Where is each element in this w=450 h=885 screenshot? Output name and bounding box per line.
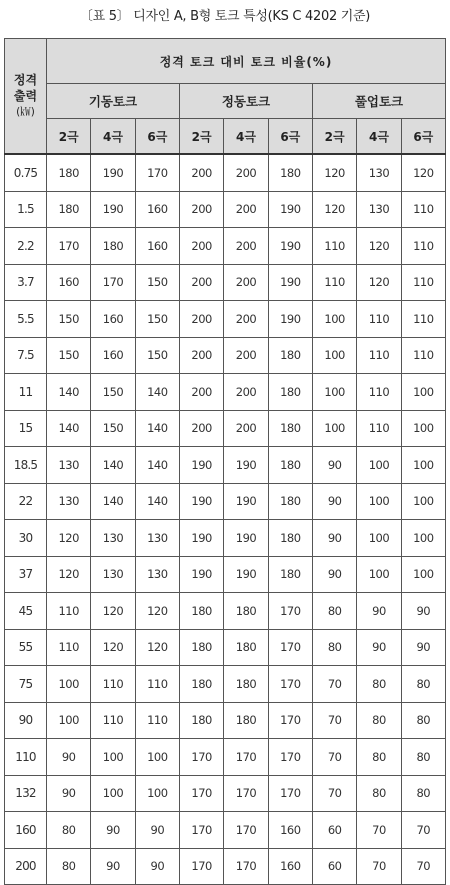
torque-value-cell: 200 [179,154,223,191]
torque-value-cell: 170 [224,739,268,776]
torque-value-cell: 200 [179,264,223,301]
torque-value-cell: 80 [401,775,445,812]
torque-value-cell: 110 [401,337,445,374]
torque-value-cell: 100 [47,666,91,703]
torque-value-cell: 200 [179,301,223,338]
table-row [5,447,446,484]
table-row [5,556,446,593]
torque-value-cell: 120 [357,228,401,265]
torque-value-cell: 120 [312,191,356,228]
torque-value-cell: 100 [357,556,401,593]
torque-value-cell: 110 [91,666,135,703]
torque-value-cell: 140 [47,410,91,447]
table-row [5,154,446,191]
torque-value-cell: 100 [357,483,401,520]
torque-value-cell: 170 [179,812,223,849]
torque-value-cell: 100 [401,410,445,447]
torque-value-cell: 60 [312,848,356,885]
torque-value-cell: 120 [135,629,179,666]
rated-output-cell: 11 [5,374,47,411]
torque-value-cell: 200 [224,264,268,301]
rated-output-cell: 90 [5,702,47,739]
torque-value-cell: 100 [312,410,356,447]
torque-value-cell: 140 [135,447,179,484]
torque-value-cell: 80 [401,702,445,739]
torque-value-cell: 100 [135,775,179,812]
torque-value-cell: 120 [91,593,135,630]
torque-value-cell: 70 [312,739,356,776]
torque-value-cell: 150 [47,301,91,338]
torque-value-cell: 190 [268,264,312,301]
torque-value-cell: 90 [47,739,91,776]
table-row [5,264,446,301]
table-row [5,812,446,849]
torque-value-cell: 130 [135,520,179,557]
rated-output-header [5,39,47,155]
torque-value-cell: 120 [47,520,91,557]
torque-value-cell: 180 [179,702,223,739]
torque-value-cell: 160 [91,337,135,374]
torque-value-cell: 90 [357,593,401,630]
pole-header: 6극 [268,119,312,155]
torque-value-cell: 80 [357,739,401,776]
torque-value-cell: 190 [91,154,135,191]
rated-output-cell: 18.5 [5,447,47,484]
torque-value-cell: 200 [179,374,223,411]
torque-value-cell: 110 [357,301,401,338]
table-row [5,483,446,520]
torque-value-cell: 170 [91,264,135,301]
torque-value-cell: 160 [47,264,91,301]
torque-value-cell: 140 [135,410,179,447]
group-header-breakdown-torque: 정동토크 [179,84,312,119]
torque-value-cell: 90 [312,556,356,593]
torque-value-cell: 120 [312,154,356,191]
group-header-pullup-torque: 풀업토크 [312,84,445,119]
torque-value-cell: 180 [224,702,268,739]
torque-value-cell: 100 [312,301,356,338]
torque-value-cell: 140 [135,483,179,520]
torque-value-cell: 200 [179,228,223,265]
torque-value-cell: 110 [312,264,356,301]
pole-header: 6극 [401,119,445,155]
torque-value-cell: 90 [91,848,135,885]
torque-value-cell: 80 [401,666,445,703]
torque-value-cell: 100 [91,775,135,812]
torque-value-cell: 190 [179,556,223,593]
table-row [5,702,446,739]
torque-value-cell: 180 [179,593,223,630]
torque-value-cell: 130 [135,556,179,593]
table-row [5,848,446,885]
torque-value-cell: 100 [401,447,445,484]
torque-value-cell: 100 [401,374,445,411]
rated-output-cell: 15 [5,410,47,447]
torque-value-cell: 180 [179,666,223,703]
rated-output-cell: 2.2 [5,228,47,265]
torque-value-cell: 110 [91,702,135,739]
pole-header: 2극 [47,119,91,155]
torque-value-cell: 120 [47,556,91,593]
torque-value-cell: 90 [401,629,445,666]
torque-value-cell: 110 [135,702,179,739]
torque-value-cell: 180 [224,629,268,666]
torque-value-cell: 180 [268,556,312,593]
torque-value-cell: 170 [179,739,223,776]
torque-value-cell: 100 [401,483,445,520]
torque-value-cell: 100 [401,520,445,557]
torque-value-cell: 90 [312,447,356,484]
rated-output-cell: 3.7 [5,264,47,301]
torque-value-cell: 80 [357,775,401,812]
torque-value-cell: 200 [224,374,268,411]
torque-value-cell: 110 [47,593,91,630]
torque-value-cell: 170 [268,593,312,630]
torque-ratio-header: 정격 토크 대비 토크 비율(%) [47,39,446,84]
torque-value-cell: 90 [312,520,356,557]
rated-output-cell: 0.75 [5,154,47,191]
table-row [5,191,446,228]
torque-value-cell: 110 [401,301,445,338]
table-row [5,520,446,557]
torque-value-cell: 110 [357,337,401,374]
torque-value-cell: 190 [224,483,268,520]
torque-value-cell: 120 [357,264,401,301]
torque-value-cell: 180 [268,374,312,411]
rated-output-cell: 160 [5,812,47,849]
torque-value-cell: 130 [47,483,91,520]
torque-value-cell: 70 [312,775,356,812]
torque-value-cell: 70 [312,666,356,703]
torque-value-cell: 90 [47,775,91,812]
table-row [5,629,446,666]
torque-value-cell: 100 [135,739,179,776]
torque-value-cell: 110 [401,264,445,301]
torque-value-cell: 190 [224,447,268,484]
torque-value-cell: 180 [91,228,135,265]
pole-header: 4극 [91,119,135,155]
torque-value-cell: 180 [47,154,91,191]
torque-value-cell: 120 [91,629,135,666]
torque-value-cell: 80 [312,629,356,666]
rated-output-cell: 1.5 [5,191,47,228]
torque-value-cell: 190 [179,520,223,557]
torque-value-cell: 180 [268,447,312,484]
table-row [5,301,446,338]
torque-value-cell: 180 [268,154,312,191]
torque-value-cell: 140 [47,374,91,411]
table-row [5,666,446,703]
torque-value-cell: 120 [135,593,179,630]
torque-value-cell: 140 [91,483,135,520]
pole-header: 4극 [357,119,401,155]
torque-value-cell: 80 [312,593,356,630]
torque-value-cell: 170 [224,775,268,812]
torque-value-cell: 130 [91,520,135,557]
rated-output-cell: 200 [5,848,47,885]
torque-value-cell: 90 [135,812,179,849]
torque-value-cell: 110 [357,410,401,447]
table-row [5,593,446,630]
torque-value-cell: 180 [268,520,312,557]
rated-output-cell: 7.5 [5,337,47,374]
torque-value-cell: 70 [357,848,401,885]
torque-value-cell: 150 [135,337,179,374]
torque-value-cell: 170 [179,848,223,885]
rated-output-cell: 37 [5,556,47,593]
torque-value-cell: 100 [357,520,401,557]
torque-value-cell: 150 [91,410,135,447]
torque-value-cell: 100 [401,556,445,593]
table-row [5,775,446,812]
torque-value-cell: 140 [91,447,135,484]
torque-value-cell: 60 [312,812,356,849]
pole-header: 6극 [135,119,179,155]
torque-value-cell: 200 [224,410,268,447]
rated-output-cell: 110 [5,739,47,776]
torque-value-cell: 110 [312,228,356,265]
torque-value-cell: 190 [224,556,268,593]
torque-value-cell: 100 [47,702,91,739]
torque-value-cell: 140 [135,374,179,411]
torque-value-cell: 180 [268,483,312,520]
pole-header: 2극 [179,119,223,155]
torque-value-cell: 190 [224,520,268,557]
group-header-starting-torque: 기동토크 [47,84,180,119]
torque-value-cell: 80 [47,812,91,849]
torque-value-cell: 80 [401,739,445,776]
torque-value-cell: 170 [224,848,268,885]
torque-value-cell: 70 [357,812,401,849]
rated-output-cell: 45 [5,593,47,630]
torque-value-cell: 190 [179,483,223,520]
torque-value-cell: 190 [268,301,312,338]
torque-value-cell: 180 [47,191,91,228]
table-row [5,374,446,411]
torque-value-cell: 170 [135,154,179,191]
torque-value-cell: 150 [135,301,179,338]
torque-characteristics-table [4,38,446,885]
torque-value-cell: 170 [268,775,312,812]
torque-value-cell: 90 [135,848,179,885]
torque-value-cell: 70 [312,702,356,739]
torque-value-cell: 90 [312,483,356,520]
torque-value-cell: 160 [268,848,312,885]
torque-value-cell: 70 [401,812,445,849]
corner-line2: 출력 [13,89,38,103]
torque-value-cell: 150 [47,337,91,374]
torque-value-cell: 200 [224,154,268,191]
torque-value-cell: 90 [401,593,445,630]
torque-value-cell: 190 [179,447,223,484]
torque-value-cell: 110 [47,629,91,666]
torque-value-cell: 100 [357,447,401,484]
pole-header: 2극 [312,119,356,155]
torque-value-cell: 120 [401,154,445,191]
rated-output-cell: 30 [5,520,47,557]
torque-value-cell: 130 [47,447,91,484]
torque-value-cell: 180 [179,629,223,666]
torque-value-cell: 180 [268,337,312,374]
table-row [5,228,446,265]
torque-value-cell: 170 [224,812,268,849]
torque-value-cell: 130 [91,556,135,593]
rated-output-cell: 5.5 [5,301,47,338]
table-row [5,337,446,374]
torque-value-cell: 150 [91,374,135,411]
torque-value-cell: 160 [91,301,135,338]
torque-value-cell: 160 [135,191,179,228]
torque-value-cell: 150 [135,264,179,301]
torque-value-cell: 110 [135,666,179,703]
torque-value-cell: 100 [312,374,356,411]
torque-value-cell: 170 [179,775,223,812]
torque-value-cell: 110 [401,228,445,265]
torque-value-cell: 170 [47,228,91,265]
torque-value-cell: 200 [179,410,223,447]
torque-value-cell: 190 [268,191,312,228]
torque-value-cell: 170 [268,739,312,776]
table-title: 〔표 5〕 디자인 A, B형 토크 특성(KS C 4202 기준) [79,9,371,24]
torque-value-cell: 110 [401,191,445,228]
torque-value-cell: 110 [357,374,401,411]
torque-value-cell: 200 [179,337,223,374]
pole-header: 4극 [224,119,268,155]
torque-value-cell: 200 [224,191,268,228]
torque-value-cell: 170 [268,702,312,739]
torque-value-cell: 190 [268,228,312,265]
torque-value-cell: 180 [224,666,268,703]
table-row [5,739,446,776]
torque-value-cell: 170 [268,629,312,666]
torque-value-cell: 80 [357,666,401,703]
torque-value-cell: 160 [135,228,179,265]
rated-output-cell: 75 [5,666,47,703]
torque-value-cell: 130 [357,191,401,228]
rated-output-cell: 55 [5,629,47,666]
torque-value-cell: 100 [312,337,356,374]
torque-value-cell: 160 [268,812,312,849]
torque-value-cell: 90 [357,629,401,666]
torque-value-cell: 200 [179,191,223,228]
torque-value-cell: 130 [357,154,401,191]
torque-value-cell: 200 [224,228,268,265]
torque-value-cell: 80 [47,848,91,885]
torque-value-cell: 190 [91,191,135,228]
corner-line1: 정격 [13,73,38,87]
rated-output-cell: 22 [5,483,47,520]
torque-value-cell: 170 [268,666,312,703]
torque-value-cell: 80 [357,702,401,739]
torque-value-cell: 180 [268,410,312,447]
torque-value-cell: 200 [224,337,268,374]
torque-value-cell: 100 [91,739,135,776]
corner-unit: (㎾) [16,106,35,118]
rated-output-cell: 132 [5,775,47,812]
torque-value-cell: 200 [224,301,268,338]
table-row [5,410,446,447]
torque-value-cell: 70 [401,848,445,885]
torque-value-cell: 90 [91,812,135,849]
torque-value-cell: 180 [224,593,268,630]
